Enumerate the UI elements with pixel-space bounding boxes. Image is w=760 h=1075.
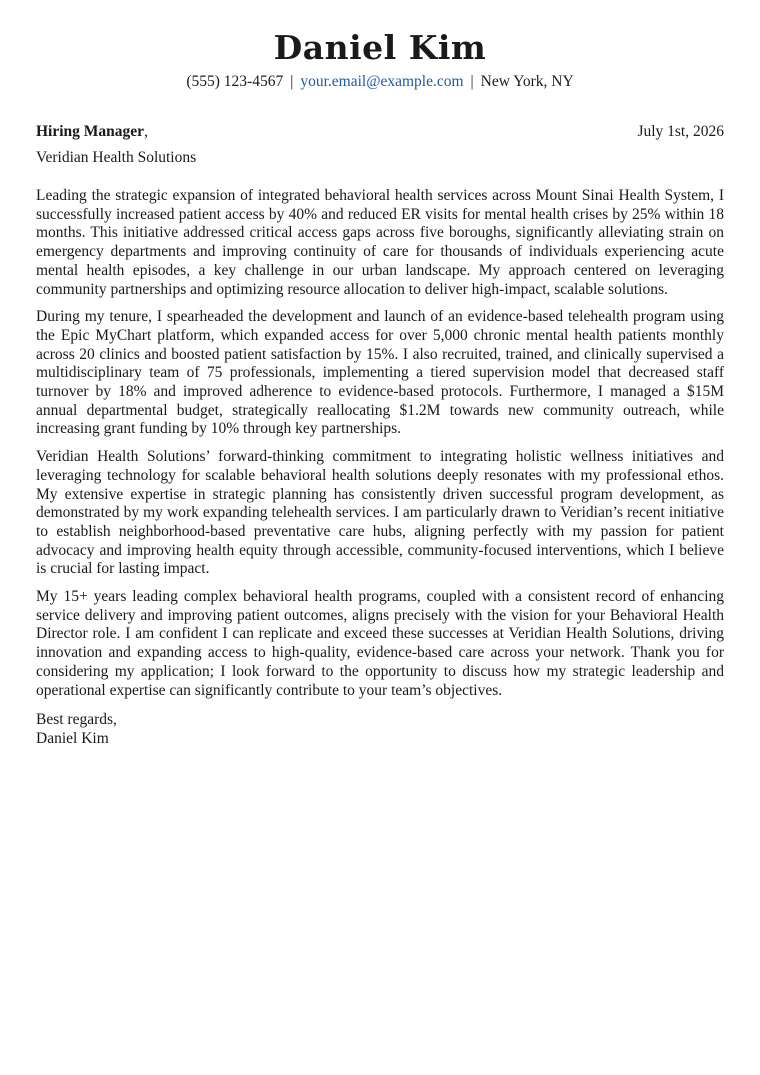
contact-line	[36, 72, 724, 92]
letter-closing	[36, 710, 724, 748]
recipient-date-row	[36, 122, 724, 142]
recipient-title-suffix: ,	[144, 123, 148, 140]
recipient-title: Hiring Manager	[36, 123, 145, 140]
body-paragraph: Veridian Health Solutions’ forward-thinking commitment to integrating holistic wellness initiatives and leveraging technology for scalable behavioral health solutions deeply resonates with my professional ethos. My extensive expertise in strategic planning has consistently driven successful program development, as demonstrated by my work expanding telehealth services. I am particularly drawn to Veridian’s recent initiative to establish neighborhood-based preventative care hubs, aligning perfectly with my passion for patient advocacy and improving health equity through accessible, community-focused interventions, which I believe is crucial for lasting impact.	[36, 448, 724, 578]
letter-date: July 1st, 2026	[637, 123, 724, 140]
location: New York, NY	[480, 73, 574, 90]
applicant-name: Daniel Kim	[273, 28, 487, 67]
body-paragraph: Leading the strategic expansion of integrated behavioral health services across Mount Sinai Health System, I successfully increased patient access by 40% and reduced ER visits for mental health crises by 25% within 18 months. This initiative addressed critical access gaps across five boroughs, significantly alleviating strain on emergency departments and improving continuity of care for thousands of individuals experiencing acute mental health episodes, a key challenge in our urban landscape. My approach centered on leveraging community partnerships and optimizing resource allocation to deliver high-impact, scalable solutions.	[36, 187, 724, 298]
recipient-greeting	[36, 122, 148, 142]
letter-body	[36, 187, 724, 700]
phone-number: (555) 123-4567	[186, 73, 284, 90]
contact-separator: |	[470, 73, 474, 90]
closing-signature: Daniel Kim	[36, 730, 109, 748]
email-link[interactable]: your.email@example.com	[300, 73, 464, 90]
recipient-company: Veridian Health Solutions	[36, 149, 197, 166]
body-paragraph: My 15+ years leading complex behavioral health programs, coupled with a consistent record of enhancing service delivery and improving patient outcomes, aligns precisely with the vision for your Behavioral Health Director role. I am confident I can replicate and exceed these successes at Veridian Health Solutions, driving innovation and expanding access to high-quality, evidence-based care across your network. Thank you for considering my application; I look forward to the opportunity to discuss how my strategic leadership and operational expertise can significantly contribute to your team’s objectives.	[36, 588, 724, 699]
closing-salutation: Best regards,	[36, 711, 117, 729]
contact-separator: |	[290, 73, 294, 90]
body-paragraph: During my tenure, I spearheaded the development and launch of an evidence-based telehealth program using the Epic MyChart platform, which expanded access for over 5,000 chronic mental health patients monthly across 20 clinics and boosted patient satisfaction by 15%. I also recruited, trained, and clinically supervised a multidisciplinary team of 75 professionals, implementing a tiered supervision model that decreased staff turnover by 18% and improved adherence to evidence-based protocols. Furthermore, I managed a $15M annual departmental budget, strategically reallocating $1.2M towards new community outreach, while increasing grant funding by 10% through key partnerships.	[36, 308, 724, 438]
